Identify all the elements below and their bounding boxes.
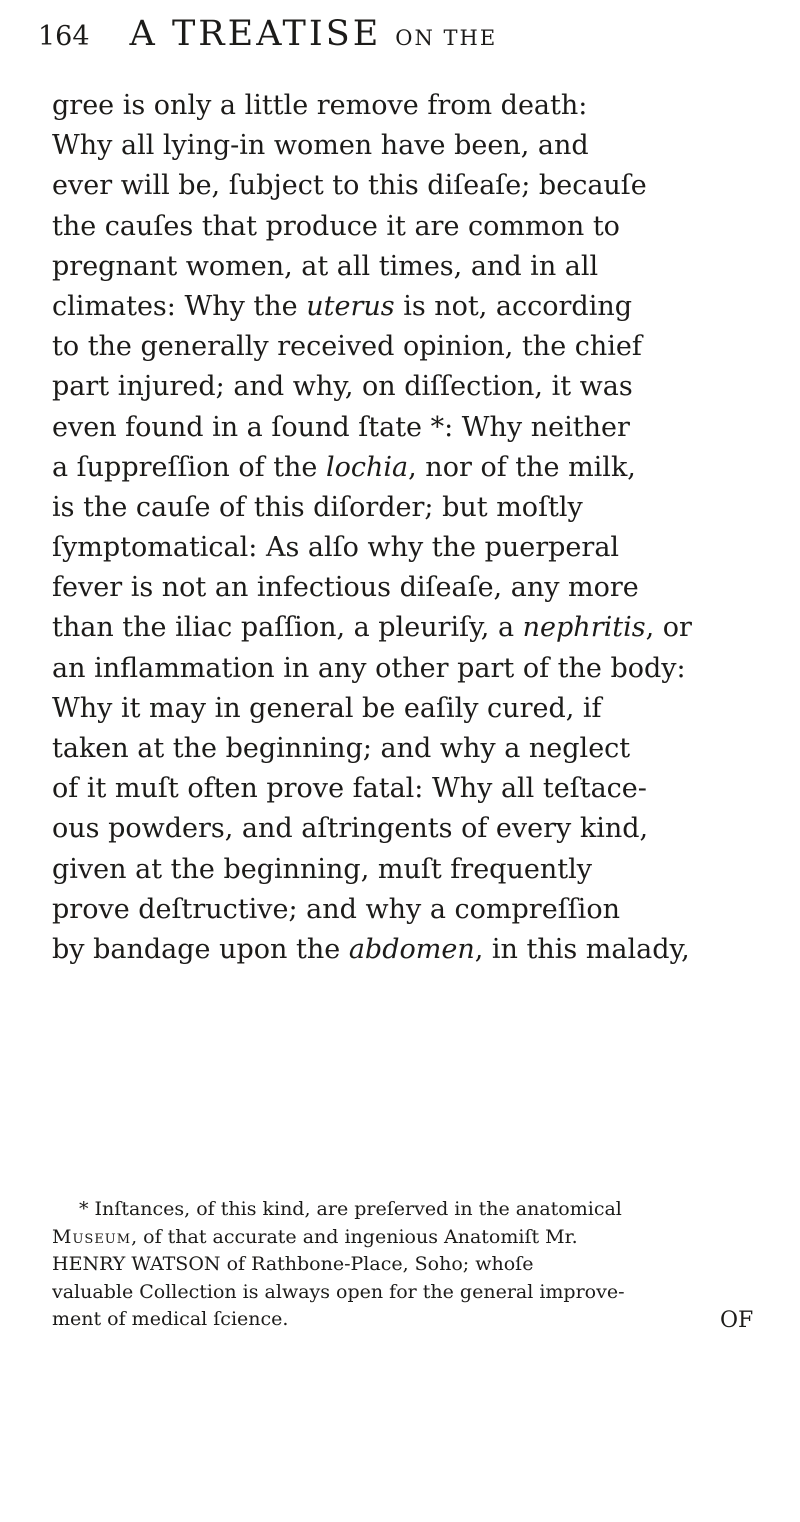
running-title-continuation: ON THE xyxy=(395,26,498,50)
footnote-line xyxy=(52,1196,752,1224)
page-number: 164 xyxy=(38,21,90,52)
text-run: gree is only a little remove from death: xyxy=(52,90,588,121)
text-line xyxy=(52,86,752,126)
text-run: , or xyxy=(645,612,692,644)
text-line xyxy=(52,890,752,930)
text-line xyxy=(52,126,752,166)
text-line xyxy=(52,448,752,488)
catchword: OF xyxy=(720,1308,754,1333)
text-run: an inflammation in any other part of the body: xyxy=(52,652,686,684)
text-run: even found in a ſound ſtate *: Why neither xyxy=(52,411,630,443)
text-run: fever is not an infectious diſeaſe, any more xyxy=(52,572,639,604)
text-run: , nor of the milk, xyxy=(408,451,636,483)
text-run: ous powders, and aſtringents of every kind, xyxy=(52,813,649,845)
text-run: HENRY WATSON of Rathbone-Place, Soho; whoſe xyxy=(52,1253,534,1275)
page-header xyxy=(38,14,497,74)
text-run: is not, according xyxy=(394,290,633,322)
text-line xyxy=(52,408,752,448)
text-line xyxy=(52,367,752,407)
text-line xyxy=(52,207,752,247)
text-line xyxy=(52,327,752,367)
text-run: taken at the beginning; and why a neglect xyxy=(52,733,631,764)
text-line xyxy=(52,568,752,608)
footnote-line xyxy=(52,1306,752,1334)
running-title: A TREATISE xyxy=(129,14,382,54)
footnote-line xyxy=(52,1224,752,1252)
text-run: the cauſes that produce it are common to xyxy=(52,210,620,242)
text-line xyxy=(52,166,752,206)
text-line xyxy=(52,769,752,809)
text-run: ſymptomatical: As alſo why the puerperal xyxy=(52,532,620,564)
text-run: , in this malady, xyxy=(474,933,690,965)
text-run: is the cauſe of this diſorder; but moſtly xyxy=(52,491,583,523)
text-line xyxy=(52,729,752,769)
text-run: prove deſtructive; and why a compreſſion xyxy=(52,893,620,925)
text-run: valuable Collection is always open for the general improve- xyxy=(52,1280,625,1303)
text-run: by bandage upon the xyxy=(52,933,349,965)
italic-term: abdomen xyxy=(348,933,475,965)
text-run: a ſuppreſſion of the xyxy=(52,451,326,483)
text-line xyxy=(52,528,752,568)
text-line xyxy=(52,809,752,849)
text-line xyxy=(52,930,752,970)
text-run: Museum xyxy=(52,1225,132,1248)
text-run: ment of medical ſcience. xyxy=(52,1308,289,1330)
footnote-line xyxy=(52,1279,752,1307)
text-run: Why all lying-in women have been, and xyxy=(52,130,589,162)
text-run: ever will be, ſubject to this diſeaſe; becauſe xyxy=(52,170,647,202)
body-text xyxy=(52,86,752,970)
text-run: * Inſtances, of this kind, are preſerved in the anatomical xyxy=(79,1198,622,1220)
text-line xyxy=(52,247,752,287)
text-run: given at the beginning, muſt frequently xyxy=(52,853,592,885)
text-line xyxy=(52,488,752,528)
text-run: to the generally received opinion, the chief xyxy=(52,331,642,363)
footnote-line xyxy=(52,1251,752,1279)
text-line xyxy=(52,287,752,327)
text-run: of it muſt often prove fatal: Why all teſtace- xyxy=(52,773,647,805)
text-run: Why it may in general be eaſily cured, if xyxy=(52,692,602,724)
text-run: , of that accurate and ingenious Anatomiſt Mr. xyxy=(131,1225,578,1248)
italic-term: lochia xyxy=(326,451,409,483)
text-line xyxy=(52,689,752,729)
text-line xyxy=(52,608,752,648)
text-run: than the iliac paſſion, a pleuriſy, a xyxy=(52,612,523,644)
italic-term: nephritis xyxy=(522,612,646,644)
text-run: pregnant women, at all times, and in all xyxy=(52,250,599,282)
footnote xyxy=(52,1196,752,1334)
italic-term: uterus xyxy=(306,290,395,322)
text-run: climates: Why the xyxy=(52,290,307,322)
text-run: part injured; and why, on diſſection, it was xyxy=(52,371,633,403)
text-line xyxy=(52,850,752,890)
text-line xyxy=(52,649,752,689)
